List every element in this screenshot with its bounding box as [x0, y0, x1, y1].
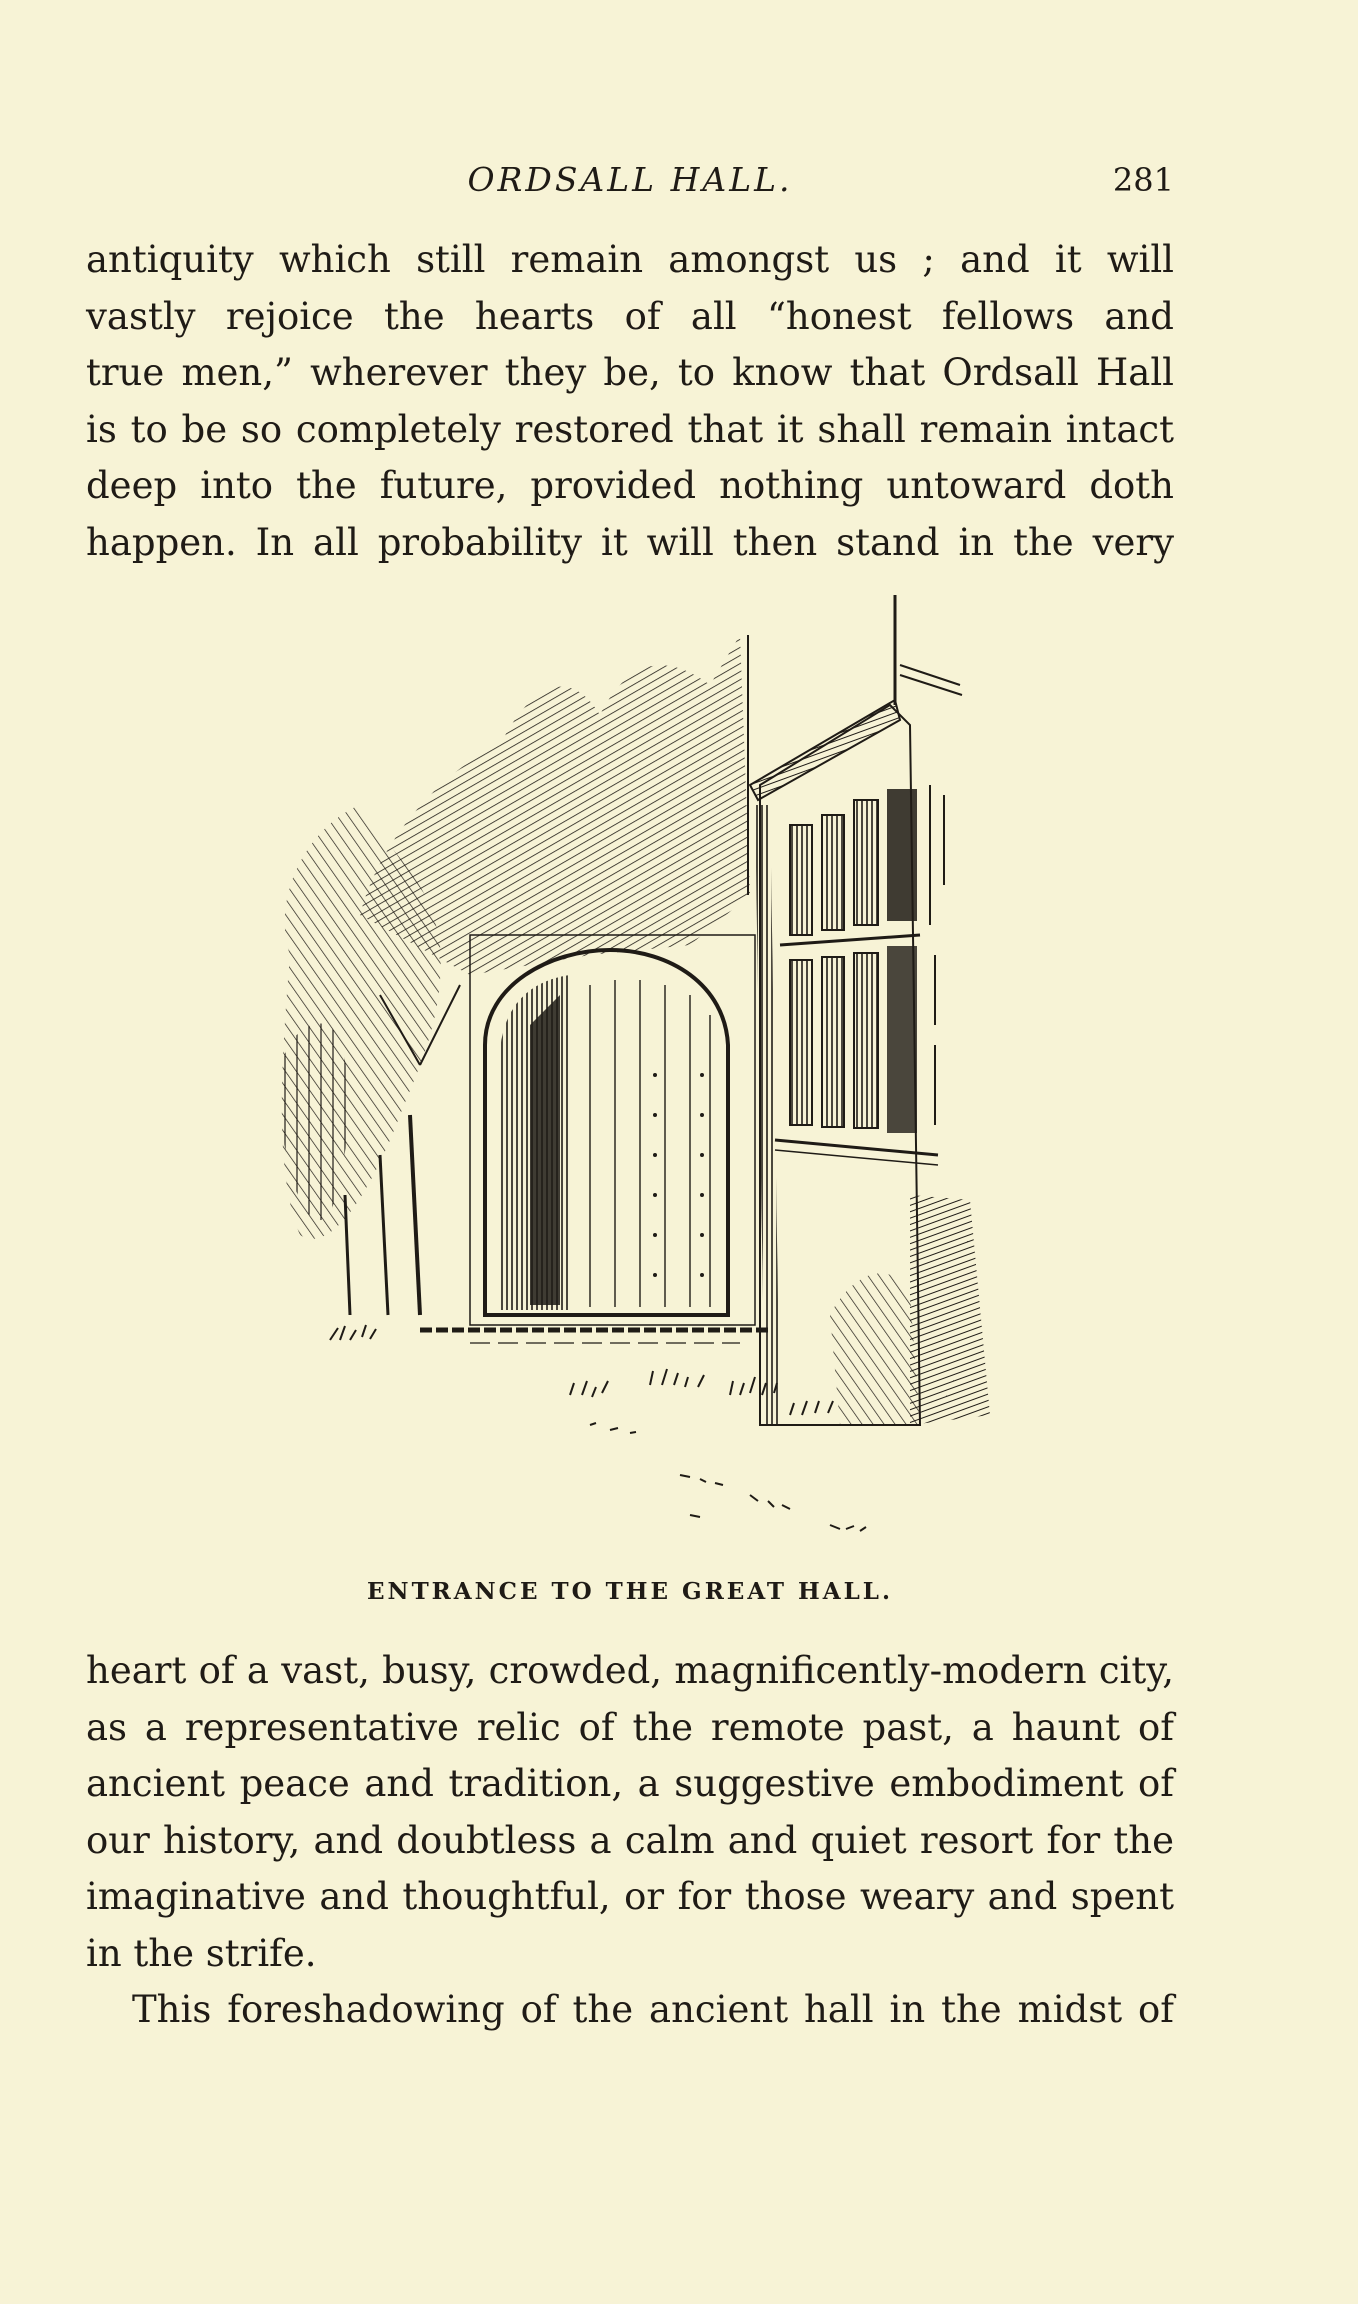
text-line: antiquity which still remain amongst us ; and it will	[86, 238, 1174, 281]
text-line: in the strife.	[86, 1931, 317, 1975]
text-line: ancient peace and tradition, a suggestive embodiment of	[86, 1762, 1174, 1805]
paragraph-bottom	[86, 1643, 1174, 2039]
text-line: This foreshadowing of the ancient hall in the midst of	[132, 1988, 1174, 2031]
text-line: imaginative and thoughtful, or for those weary and spent	[86, 1875, 1174, 1918]
text-line: as a representative relic of the remote past, a haunt of	[86, 1705, 1174, 1749]
shrub-right	[910, 1195, 990, 1425]
text-line: true men,” wherever they be, to know that Ordsall Hall	[86, 351, 1174, 394]
text-line: heart of a vast, busy, crowded, magnificently-modern city,	[86, 1649, 1174, 1692]
tree-trunk	[410, 1115, 420, 1315]
text-line: our history, and doubtless a calm and quiet resort for the	[86, 1818, 1174, 1862]
page-number: 281	[1112, 161, 1174, 199]
windows-lower	[790, 947, 916, 1132]
door-planks	[590, 980, 710, 1307]
ground-grass	[330, 1325, 866, 1531]
paragraph-top	[86, 232, 1174, 571]
engraving-illustration	[270, 595, 1010, 1575]
text-line: happen. In all probability it will then stand in the very	[86, 520, 1174, 564]
figure-caption: ENTRANCE TO THE GREAT HALL.	[367, 1578, 893, 1605]
text-line: deep into the future, provided nothing untoward doth	[86, 464, 1174, 507]
windows-upper	[790, 790, 916, 935]
illustration-entrance-to-great-hall	[270, 595, 1010, 1575]
text-line: vastly rejoice the hearts of all “honest fellows and	[86, 294, 1174, 338]
text-line: is to be so completely restored that it shall remain intact	[86, 407, 1174, 451]
running-head	[86, 155, 1174, 205]
running-title: ORDSALL HALL.	[467, 160, 793, 199]
